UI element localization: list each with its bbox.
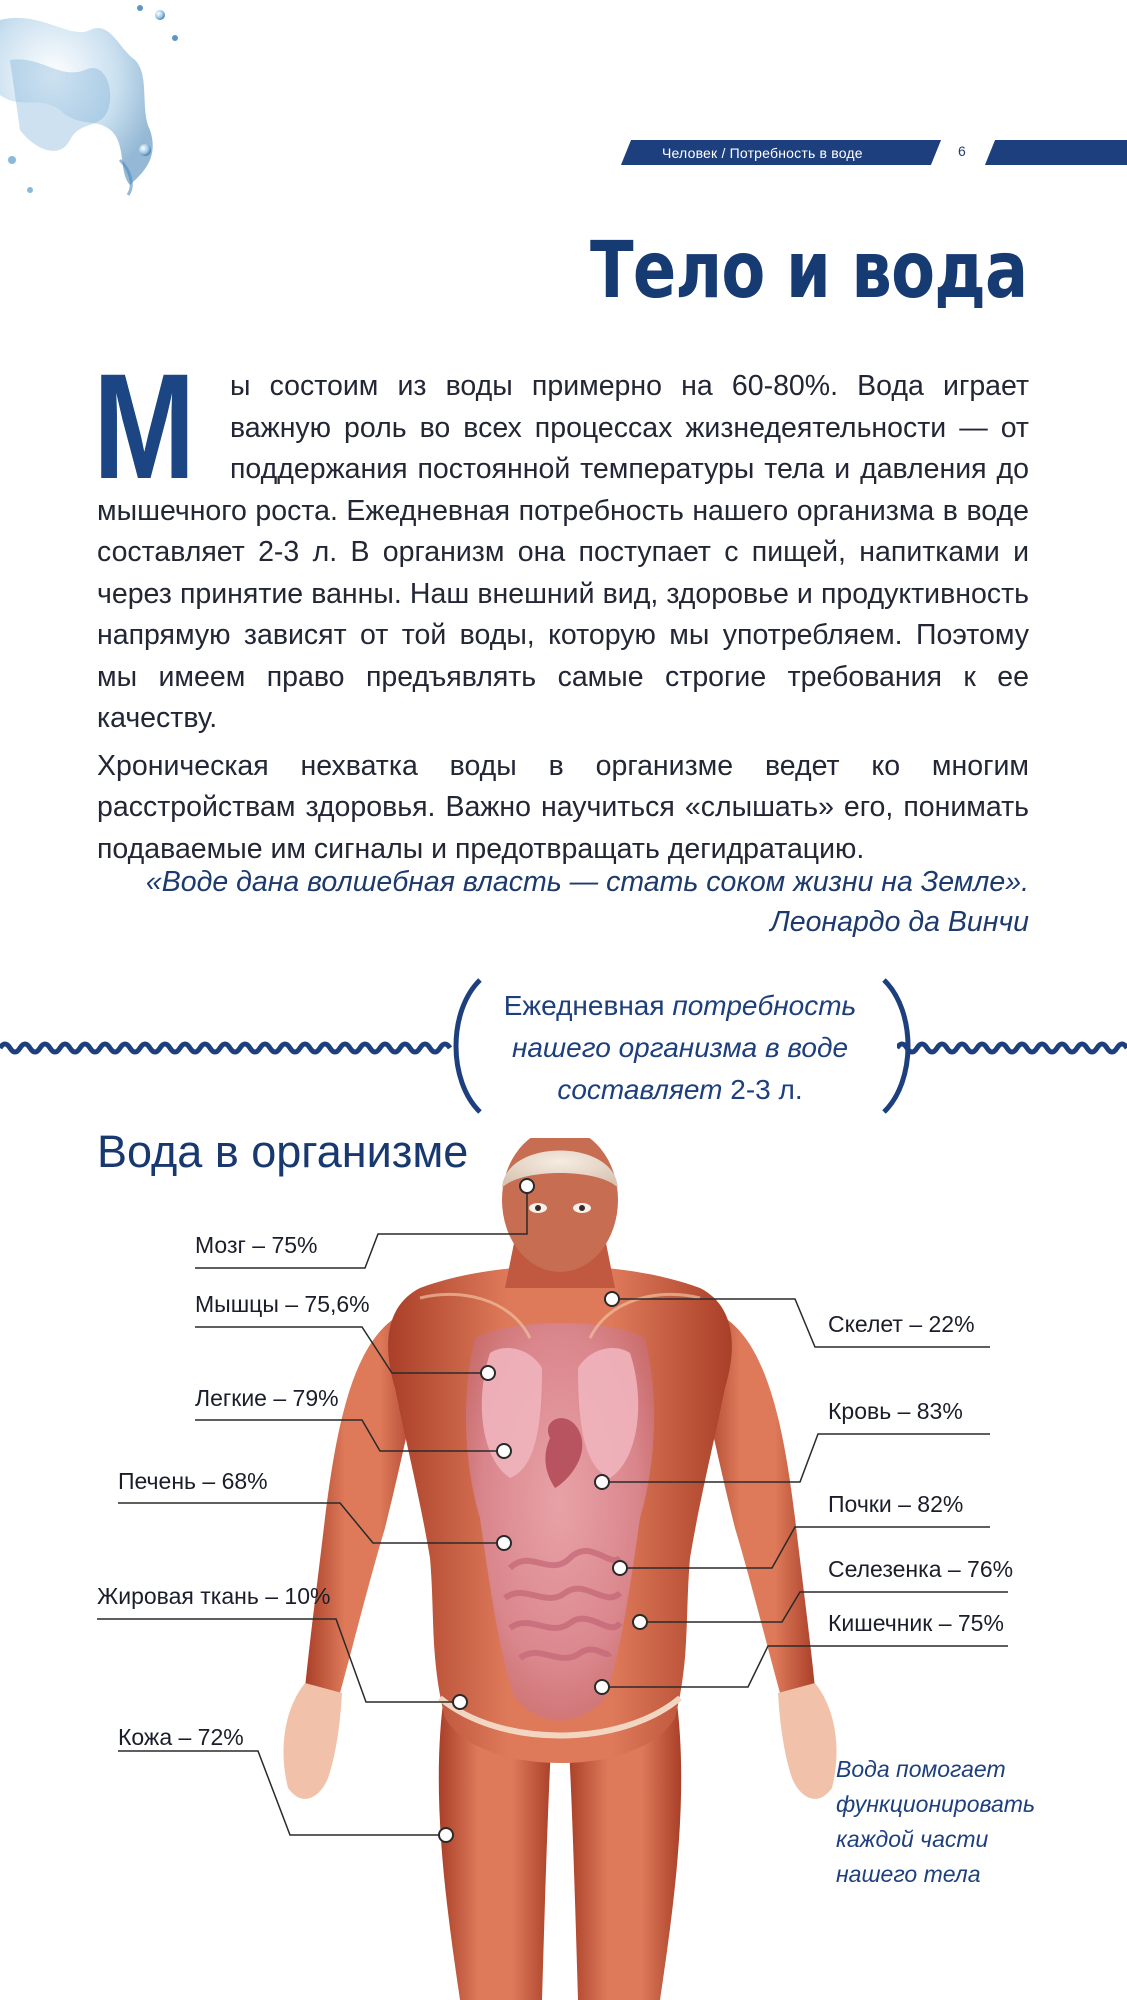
note-italic2: функционировать [836,1791,1036,1817]
page-number: 6 [958,143,966,159]
quote-author: Леонардо да Винчи [770,906,1029,938]
label-brain: Мозг – 75% [195,1232,318,1258]
header-section-label: Человек / Потребность в воде [662,145,863,161]
drop-cap: М [93,342,196,510]
pointer-blood [595,1475,609,1489]
pointer-skeleton [605,1292,619,1306]
leader-line-lungs [195,1420,504,1451]
label-spleen: Селезенка – 76% [828,1556,1014,1582]
daily-amount: 2-3 л. [730,1074,803,1105]
pointer-brain [520,1179,534,1193]
label-muscles: Мышцы – 75,6% [195,1291,370,1317]
leader-line-fat [97,1619,460,1702]
label-blood: Кровь – 83% [828,1398,963,1424]
pointer-lungs [497,1444,511,1458]
pointer-kidneys [613,1561,627,1575]
pointer-muscles [481,1366,495,1380]
pointer-skin [439,1828,453,1842]
leader-line-liver [118,1503,504,1543]
leader-line-skin [118,1751,446,1835]
note-italic4: нашего тела [836,1861,981,1887]
leader-line-blood [602,1434,990,1482]
pointer-intestine [595,1680,609,1694]
section-title: Вода в организме [97,1126,469,1177]
label-kidneys: Почки – 82% [828,1491,964,1517]
note-plain: Вода [836,1756,890,1782]
quote-text: «Воде дана волшебная власть — стать соком жизни на Земле». [145,866,1029,898]
intro-paragraph-2: Хроническая нехватка воды в организме ведет ко многим расстройствам здоровья. Важно научиться «слышать» его, понимать подаваемые им сигналы и предотвращать дегидратацию. [97,749,1029,865]
daily-word1: Ежедневная [503,990,665,1021]
pointer-liver [497,1536,511,1550]
page-title: Тело и вода [589,226,1027,316]
daily-italic1: потребность [672,990,857,1021]
label-liver: Печень – 68% [118,1468,268,1494]
label-skin: Кожа – 72% [118,1724,244,1750]
intro-paragraph-1: ы состоим из воды примерно на 60-80%. Вода играет важную роль во всех процессах жизнедеятельности — от поддержания постоянной температуры тела и давления до мышечного роста. Ежедневная потребность нашего организма в воде составляет 2-3 л. В организм она поступает с пищей, напитками и через принятие ванны. Наш внешний вид, здоровье и продуктивность напрямую зависят от той воды, которую мы употребляем. Поэтому мы имеем право предъявлять самые строгие требования к ее качеству. [97,370,1029,734]
label-lungs: Легкие – 79% [195,1385,339,1411]
leader-line-intestine [602,1646,1008,1687]
note-italic3: каждой части [836,1826,989,1852]
pointer-spleen [633,1615,647,1629]
daily-italic2: нашего организма в воде [511,1032,849,1063]
side-note [836,1752,1046,1892]
label-intestine: Кишечник – 75% [828,1610,1004,1636]
label-fat: Жировая ткань – 10% [97,1583,331,1609]
note-italic1: помогает [896,1756,1006,1782]
pointer-fat [453,1695,467,1709]
leader-line-muscles [195,1327,488,1373]
label-skeleton: Скелет – 22% [828,1311,975,1337]
daily-italic3: составляет [557,1074,723,1105]
